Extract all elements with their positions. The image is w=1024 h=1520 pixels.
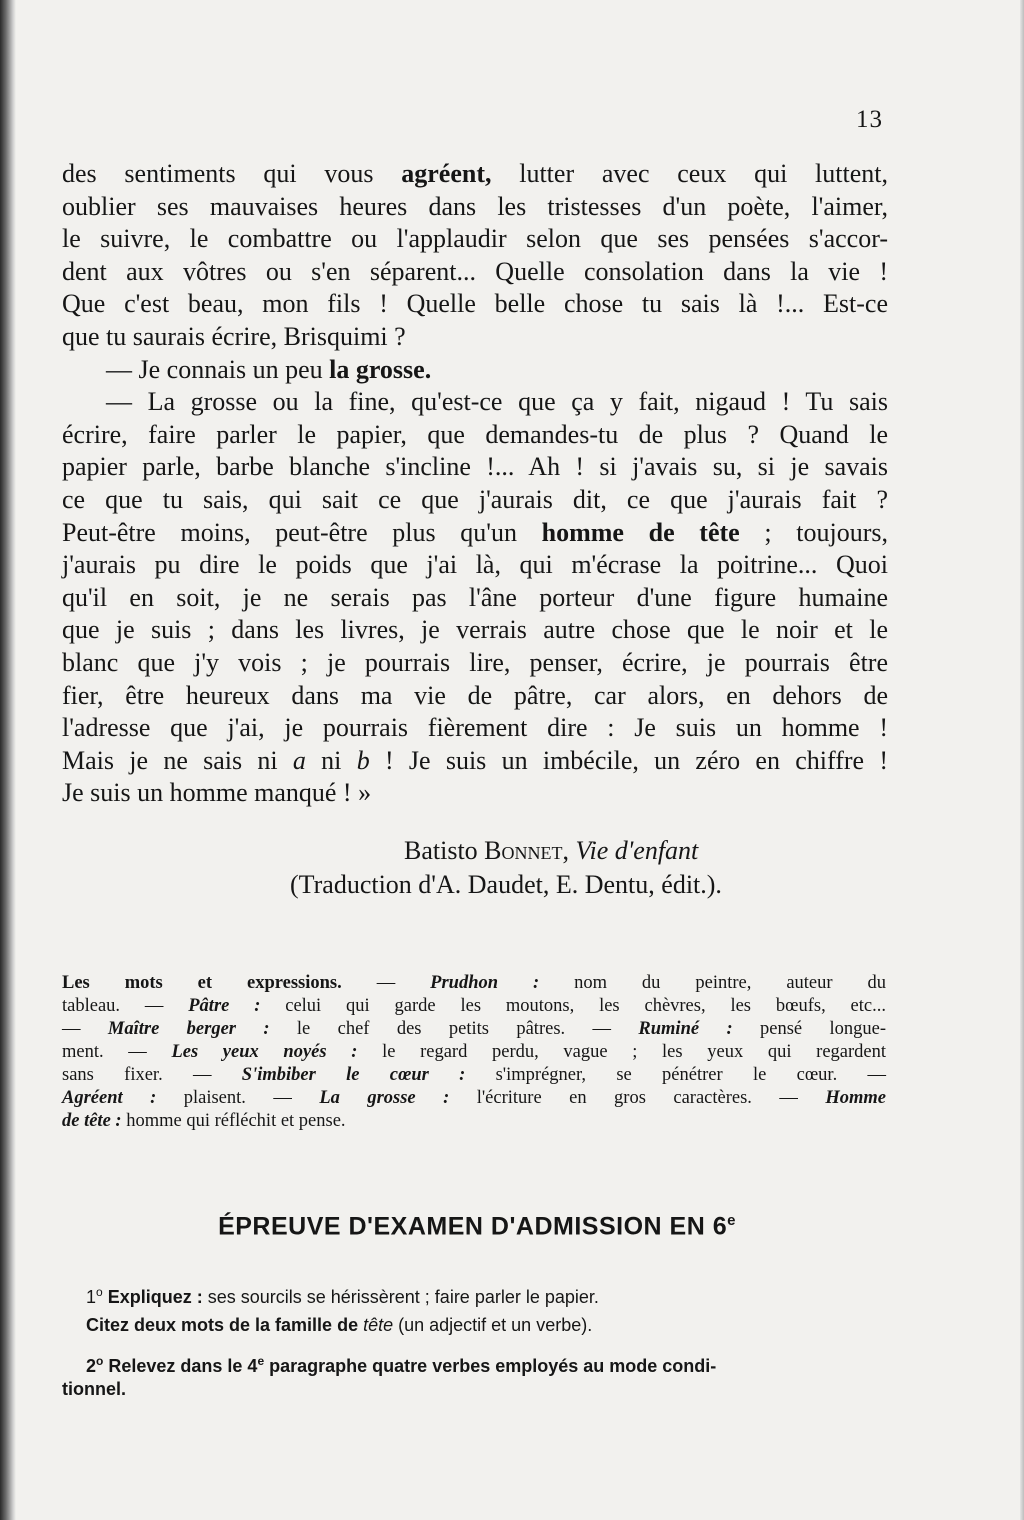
exam-question-1 xyxy=(86,1278,886,1339)
text-line-7: — Je connais un peu la grosse. xyxy=(106,354,432,384)
page-number: 13 xyxy=(856,106,883,133)
text-line-13: j'aurais pu dire le poids que j'ai là, qui m'écrase la poitrine... Quoi xyxy=(62,550,888,580)
exam-question-2-continuation: tionnel. xyxy=(62,1379,126,1399)
exam-question-1-line-1: 1$^o$ Expliquez : ses sourcils se hérissèrent ; faire parler le papier. xyxy=(86,1285,599,1307)
text-line-10: papier parle, barbe blanche s'incline !... Ah ! si j'avais su, si je savais xyxy=(62,452,888,482)
text-line-6: que tu saurais écrire, Brisquimi ? xyxy=(62,321,406,351)
text-line-20: Je suis un homme manqué ! » xyxy=(62,778,372,808)
vocab-line-5: sans fixer. — S'imbiber le cœur : s'imprégner, se pénétrer le cœur. — xyxy=(62,1065,886,1085)
text-line-15: que je suis ; dans les livres, je verrais autre chose que le noir et le xyxy=(62,615,888,645)
vocab-line-7: de tête : homme qui réfléchit et pense. xyxy=(62,1111,346,1131)
text-line-1: des sentiments qui vous agréent, lutter avec ceux qui luttent, xyxy=(62,159,888,188)
exam-title: ÉPREUVE D'EXAMEN D'ADMISSION EN 6e xyxy=(218,1212,736,1241)
vocab-line-6: Agréent : plaisent. — La grosse : l'écriture en gros caractères. — Homme xyxy=(62,1088,886,1108)
main-text xyxy=(62,158,888,810)
text-line-19: Mais je ne sais ni a ni b ! Je suis un imbécile, un zéro en chiffre ! xyxy=(62,745,888,775)
vocab-line-2: tableau. — Pâtre : celui qui garde les moutons, les chèvres, les bœufs, etc... xyxy=(62,996,886,1016)
text-line-17: fier, être heureux dans ma vie de pâtre, car alors, en dehors de xyxy=(62,680,888,710)
text-line-18: l'adresse que j'ai, je pourrais fièrement dire : Je suis un homme ! xyxy=(62,713,888,743)
text-line-2: oublier ses mauvaises heures dans les tristesses d'un poète, l'aimer, xyxy=(62,191,888,221)
book-binding-shadow xyxy=(0,0,16,1520)
text-line-5: Que c'est beau, mon fils ! Quelle belle chose tu sais là !... Est-ce xyxy=(62,289,888,319)
text-line-12: Peut-être moins, peut-être plus qu'un homme de tête ; toujours, xyxy=(62,517,888,547)
text-line-9: écrire, faire parler le papier, que demandes-tu de plus ? Quand le xyxy=(62,419,888,449)
vocab-line-4: ment. — Les yeux noyés : le regard perdu, vague ; les yeux qui regardent xyxy=(62,1042,886,1062)
text-line-4: dent aux vôtres ou s'en séparent... Quelle consolation dans la vie ! xyxy=(62,256,888,286)
citation-author: Batisto Bonnet, Vie d'enfant xyxy=(404,836,699,865)
text-line-16: blanc que j'y vois ; je pourrais lire, penser, écrire, je pourrais être xyxy=(62,647,888,677)
citation-publication: (Traduction d'A. Daudet, E. Dentu, édit.). xyxy=(290,870,722,899)
text-line-3: le suivre, le combattre ou l'applaudir selon que ses pensées s'accor- xyxy=(62,224,888,254)
text-line-8: — La grosse ou la fine, qu'est-ce que ça y fait, nigaud ! Tu sais xyxy=(106,387,888,417)
text-line-11: ce que tu sais, qui sait ce que j'aurais dit, ce que j'aurais fait ? xyxy=(62,484,888,514)
exam-question-2: 2$^o$ Relevez dans le 4e paragraphe quatre verbes employés au mode condi- tionnel. xyxy=(86,1350,886,1401)
citation xyxy=(290,834,890,902)
page-edge xyxy=(1020,0,1024,1520)
vocabulary-notes xyxy=(62,972,886,1133)
exam-question-1-line-2: Citez deux mots de la famille de tête (un adjectif et un verbe). xyxy=(86,1315,593,1335)
vocab-line-3: — Maître berger : le chef des petits pâtres. — Ruminé : pensé longue- xyxy=(62,1019,887,1039)
vocab-line-1: Les mots et expressions. — Prudhon : nom du peintre, auteur du xyxy=(62,973,886,993)
text-line-14: qu'il en soit, je ne serais pas l'âne porteur d'une figure humaine xyxy=(62,582,888,612)
